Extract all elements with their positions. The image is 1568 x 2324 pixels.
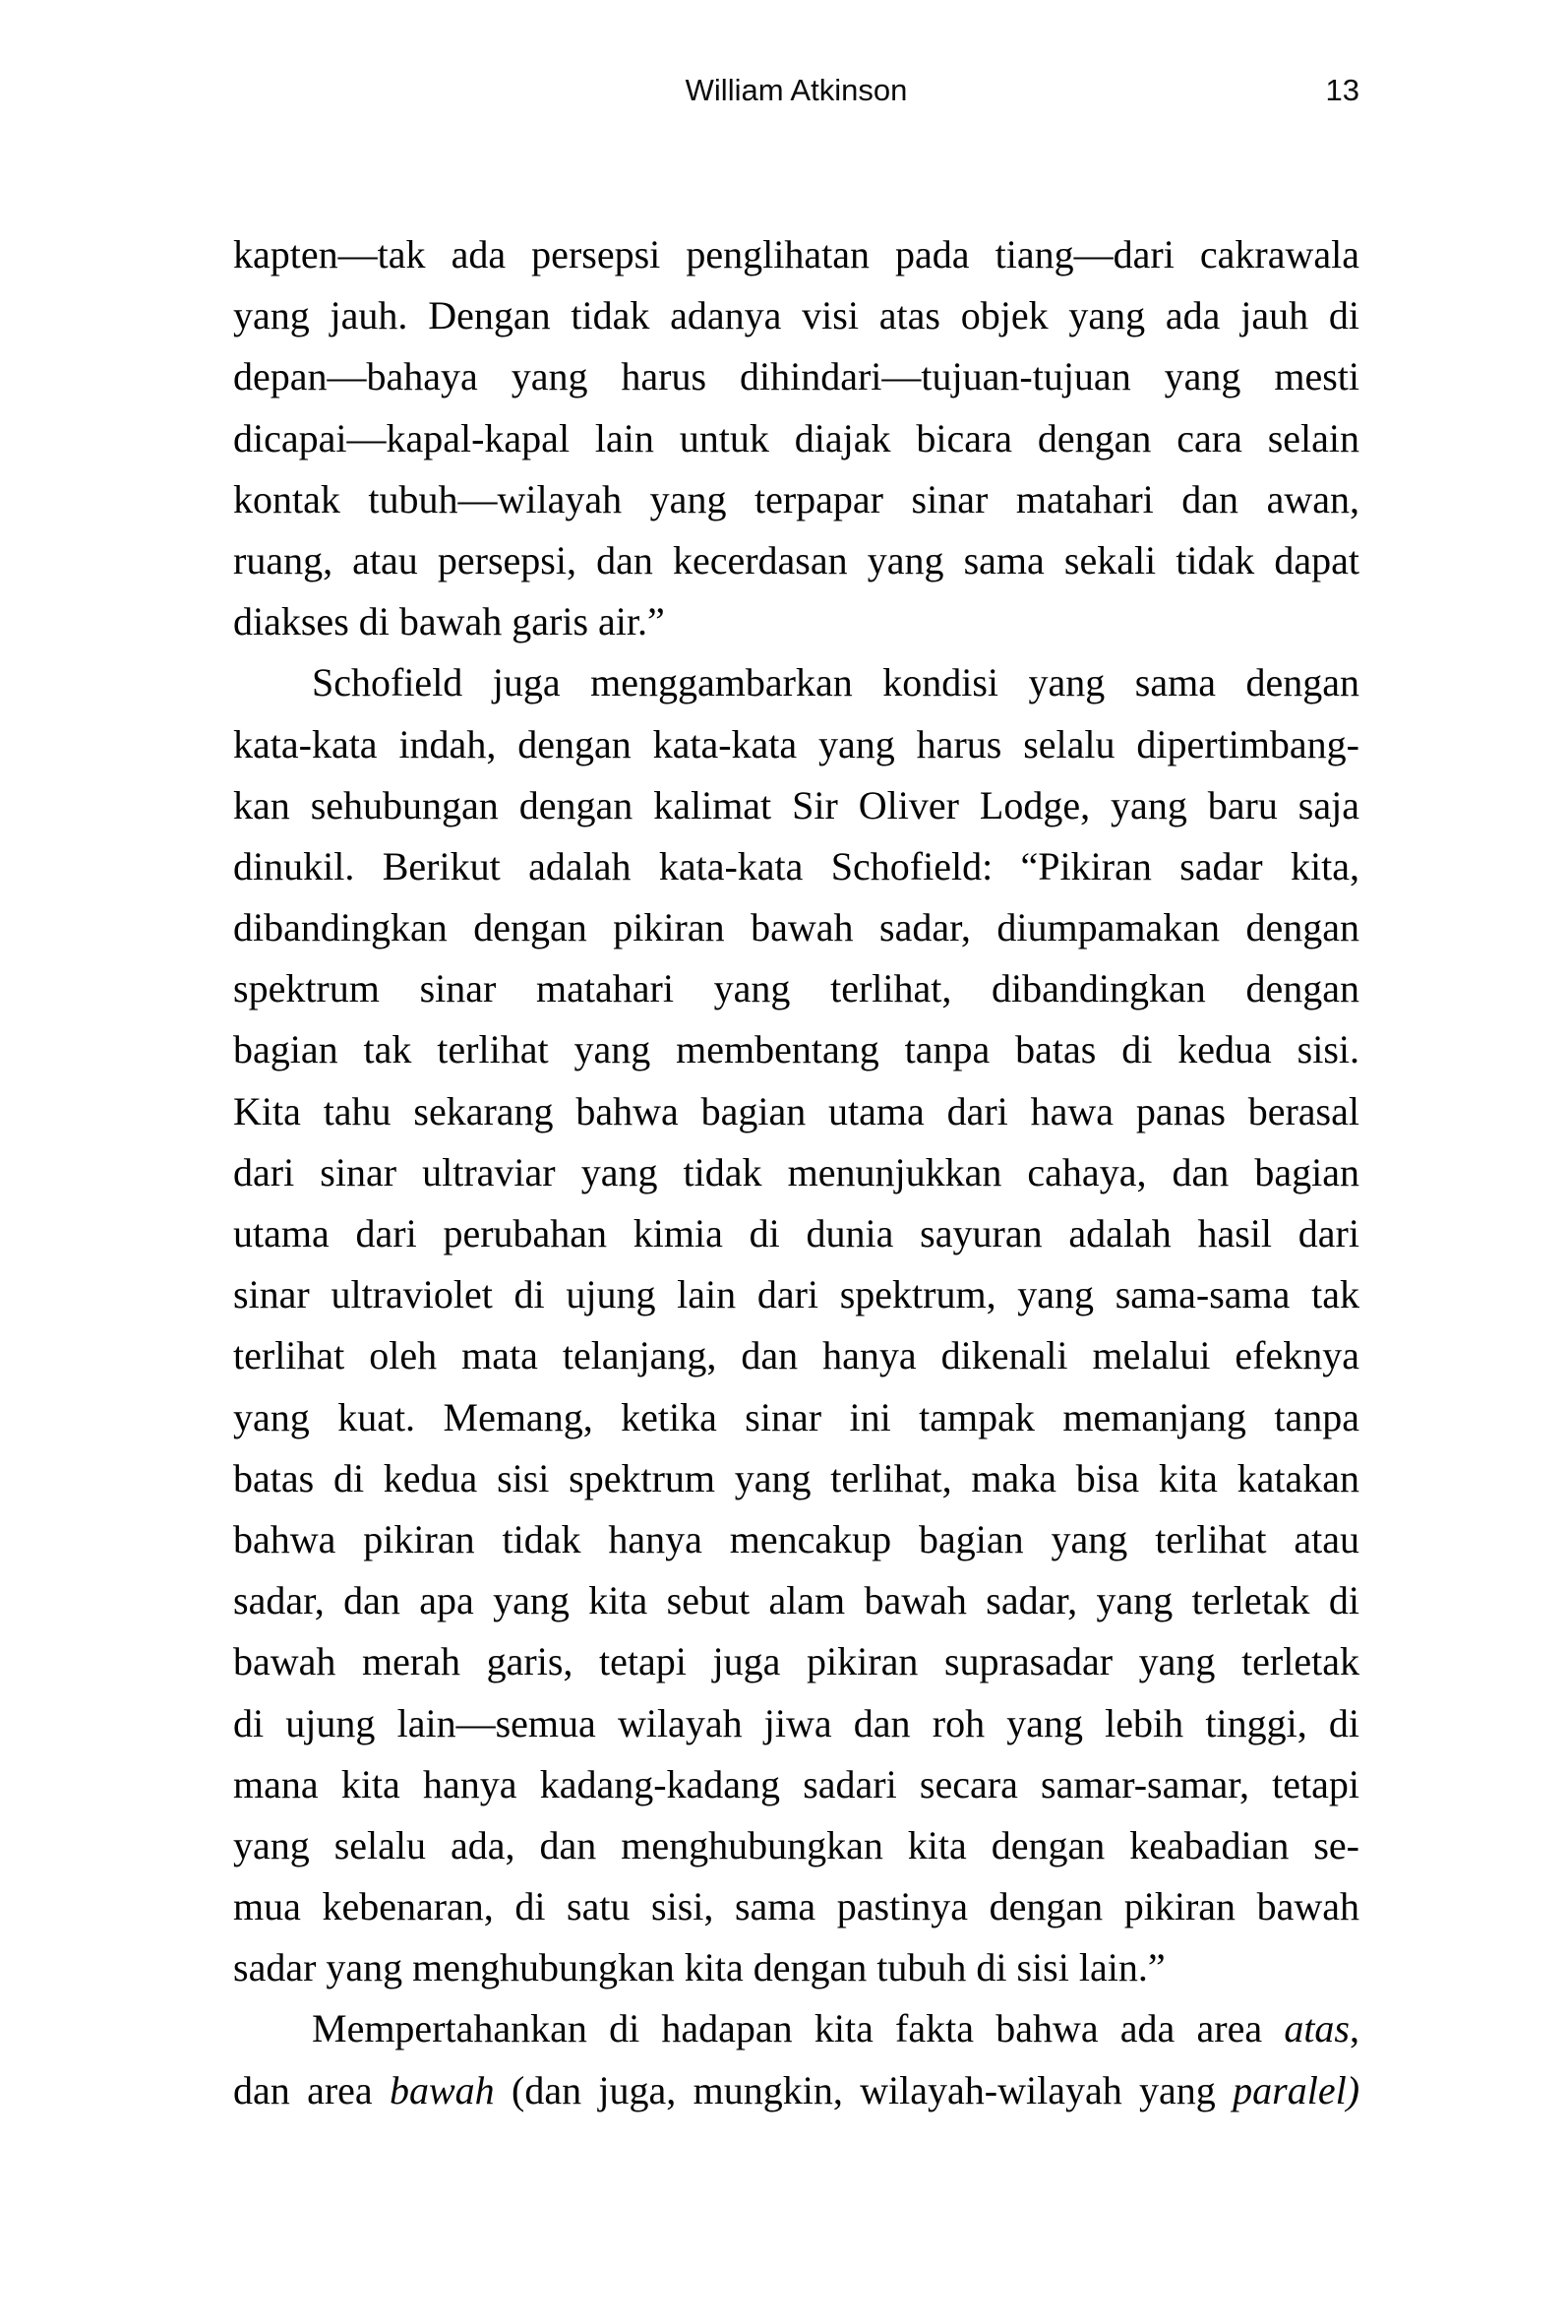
text-segment: dan area	[233, 2067, 390, 2112]
text-segment: di ujung lain—semua wilayah jiwa dan roh yang lebih tinggi, di	[233, 1700, 1359, 1745]
text-line	[233, 1264, 1359, 1325]
text-segment: bahwa pikiran tidak hanya mencakup bagian yang terlihat atau	[233, 1516, 1359, 1561]
text-segment: (dan juga, mungkin, wilayah-wilayah yang	[494, 2067, 1234, 2112]
text-line	[233, 469, 1359, 530]
italic-text-segment: paralel)	[1233, 2067, 1360, 2112]
text-line	[233, 346, 1359, 407]
text-line	[233, 1448, 1359, 1509]
text-line	[233, 1998, 1359, 2059]
text-segment: dibandingkan dengan pikiran bawah sadar, diumpamakan dengan	[233, 905, 1359, 950]
text-segment: dari sinar ultraviar yang tidak menunjukkan cahaya, dan bagian	[233, 1149, 1359, 1194]
italic-text-segment: atas	[1284, 2006, 1350, 2051]
text-segment: mua kebenaran, di satu sisi, sama pastinya dengan pikiran bawah	[233, 1884, 1359, 1929]
text-segment: Mempertahankan di hadapan kita fakta bahwa ada area	[312, 2006, 1285, 2051]
text-segment: depan—bahaya yang harus dihindari—tujuan-tujuan yang mesti	[233, 354, 1359, 399]
text-line	[233, 714, 1359, 775]
text-line	[233, 1325, 1359, 1386]
text-segment: ruang, atau persepsi, dan kecerdasan yang sama sekali tidak dapat	[233, 537, 1359, 582]
text-line	[233, 652, 1359, 713]
text-segment: kata-kata indah, dengan kata-kata yang harus selalu dipertimbang-	[233, 721, 1359, 766]
text-line	[233, 897, 1359, 958]
text-segment: yang kuat. Memang, ketika sinar ini tampak memanjang tanpa	[233, 1394, 1359, 1439]
text-segment: spektrum sinar matahari yang terlihat, dibandingkan dengan	[233, 966, 1359, 1011]
text-line	[233, 836, 1359, 897]
text-line	[233, 285, 1359, 346]
text-segment: kapten—tak ada persepsi penglihatan pada tiang—dari cakrawala	[233, 232, 1359, 276]
text-line	[233, 1387, 1359, 1448]
text-line	[233, 1693, 1359, 1754]
text-line	[233, 1019, 1359, 1080]
text-line	[233, 408, 1359, 469]
text-line	[233, 1081, 1359, 1142]
running-header	[233, 71, 1359, 110]
text-segment: dinukil. Berikut adalah kata-kata Schofield: “Pikiran sadar kita,	[233, 843, 1359, 888]
text-line	[233, 1631, 1359, 1692]
text-segment: sadar yang menghubungkan kita dengan tubuh di sisi lain.”	[233, 1945, 1166, 1990]
text-segment: Schofield juga menggambarkan kondisi yang sama dengan	[312, 660, 1359, 705]
page-number: 13	[1325, 73, 1359, 107]
text-line	[233, 775, 1359, 836]
italic-text-segment: bawah	[390, 2067, 495, 2112]
text-line	[233, 591, 1359, 652]
text-segment: bagian tak terlihat yang membentang tanpa batas di kedua sisi.	[233, 1027, 1359, 1072]
text-line	[233, 1142, 1359, 1203]
text-line	[233, 1937, 1359, 1998]
text-line	[233, 2060, 1359, 2121]
text-segment: ,	[1350, 2006, 1359, 2051]
text-segment: yang selalu ada, dan menghubungkan kita dengan keabadian se-	[233, 1822, 1359, 1867]
text-line	[233, 1876, 1359, 1937]
text-segment: Kita tahu sekarang bahwa bagian utama dari hawa panas berasal	[233, 1088, 1359, 1133]
text-segment: kan sehubungan dengan kalimat Sir Oliver Lodge, yang baru saja	[233, 782, 1359, 827]
text-segment: sinar ultraviolet di ujung lain dari spektrum, yang sama-sama tak	[233, 1272, 1359, 1317]
text-segment: kontak tubuh—wilayah yang terpapar sinar matahari dan awan,	[233, 476, 1359, 521]
text-line	[233, 1509, 1359, 1570]
text-segment: terlihat oleh mata telanjang, dan hanya dikenali melalui efeknya	[233, 1333, 1359, 1378]
text-line	[233, 530, 1359, 591]
text-segment: yang jauh. Dengan tidak adanya visi atas objek yang ada jauh di	[233, 293, 1359, 338]
text-segment: utama dari perubahan kimia di dunia sayuran adalah hasil dari	[233, 1211, 1359, 1255]
text-segment: diakses di bawah garis air.”	[233, 599, 665, 644]
text-segment: dicapai—kapal-kapal lain untuk diajak bicara dengan cara selain	[233, 415, 1359, 460]
text-segment: batas di kedua sisi spektrum yang terlihat, maka bisa kita katakan	[233, 1455, 1359, 1500]
text-line	[233, 224, 1359, 285]
text-line	[233, 1203, 1359, 1264]
text-line	[233, 1570, 1359, 1631]
text-segment: mana kita hanya kadang-kadang sadari secara samar-samar, tetapi	[233, 1761, 1359, 1806]
text-line	[233, 1815, 1359, 1876]
header-title: William Atkinson	[685, 73, 908, 107]
text-line	[233, 1754, 1359, 1815]
text-line	[233, 958, 1359, 1019]
text-segment: sadar, dan apa yang kita sebut alam bawah sadar, yang terletak di	[233, 1578, 1359, 1623]
text-segment: bawah merah garis, tetapi juga pikiran suprasadar yang terletak	[233, 1639, 1359, 1684]
text-block	[233, 224, 1359, 2121]
